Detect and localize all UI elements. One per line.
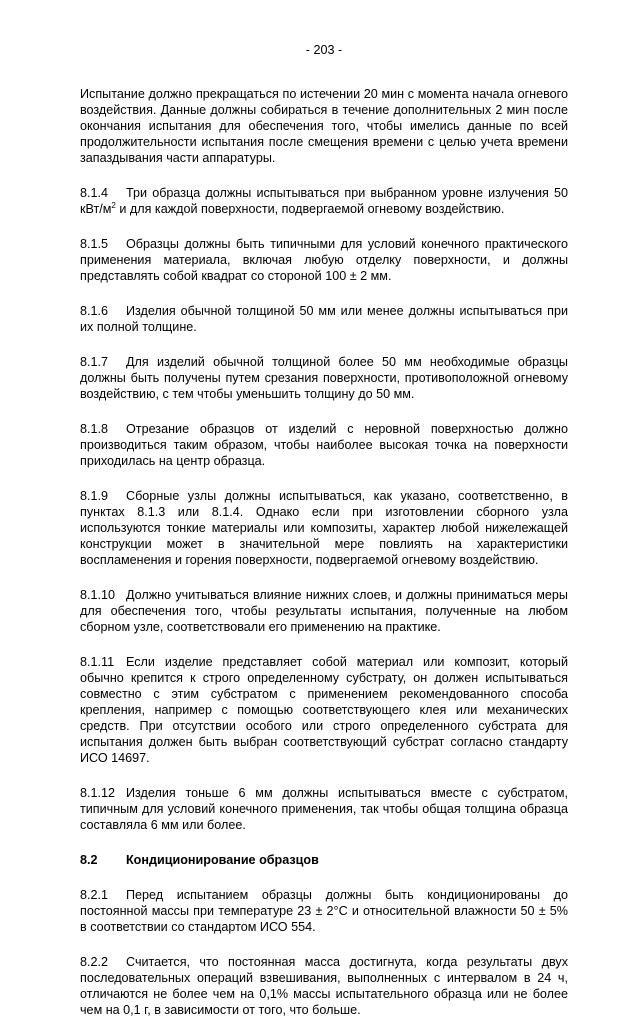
paragraph-8-1-7: [80, 354, 568, 402]
paragraph-text: Образцы должны быть типичными для условий конечного практического применения материала, включая любую отделку поверхности, и должны представлять собой квадрат со стороной 100 ± 2 мм.: [80, 237, 568, 283]
paragraph-8-1-8: [80, 421, 568, 469]
paragraph-number: 8.1.5: [80, 237, 109, 251]
paragraph-number: 8.1.4: [80, 186, 109, 200]
paragraph-8-1-4: [80, 185, 568, 217]
paragraph-8-1-6: [80, 303, 568, 335]
section-title: Кондиционирование образцов: [126, 853, 319, 867]
paragraph-number: 8.1.12: [80, 786, 116, 800]
paragraph-8-2-1: [80, 887, 568, 935]
paragraph-text: Три образца должны испытываться при выбранном уровне излучения 50 кВт/м: [80, 186, 568, 216]
paragraph-8-1-9: [80, 488, 568, 568]
paragraph-8-1-10: [80, 587, 568, 635]
paragraph-text: Сборные узлы должны испытываться, как указано, соответственно, в пунктах 8.1.3 или 8.1.4. Однако если при изготовлении сборного узла используются тонкие материалы или композиты, характер любой нижележащей конструкции может в значительной мере повлиять на характеристики воспламенения и горения поверхности, подвергаемой огневому воздействию.: [80, 489, 568, 567]
paragraph-number: 8.2.2: [80, 955, 109, 969]
paragraph-8-1-12: [80, 785, 568, 833]
paragraph-number: 8.1.7: [80, 355, 109, 369]
paragraph-text: Отрезание образцов от изделий с неровной поверхностью должно производиться таким образом, чтобы наиболее высокая точка на поверхности приходилась на центр образца.: [80, 422, 568, 468]
paragraph-number: 8.2.1: [80, 888, 109, 902]
paragraph-number: 8.1.10: [80, 588, 116, 602]
section-heading: [80, 852, 568, 868]
paragraph-text: Если изделие представляет собой материал или композит, который обычно крепится к строго определенному субстрату, он должен испытываться совместно с этим субстратом с применением рекомендованного способа крепления, например с помощью соответствующего клея или механических средств. При отсутствии особого или строго определенного субстрата для испытания должен быть выбран соответствующий субстрат согласно стандарту ИСО 14697.: [80, 655, 568, 765]
paragraph-text: Изделия обычной толщиной 50 мм или менее должны испытываться при их полной толщине.: [80, 304, 568, 334]
superscript: 2: [111, 200, 116, 210]
paragraph-text-continued: и для каждой поверхности, подвергаемой огневому воздействию.: [115, 202, 505, 216]
paragraph-number: 8.1.11: [80, 655, 115, 669]
paragraph-number: 8.1.8: [80, 422, 109, 436]
paragraph-8-1-5: [80, 236, 568, 284]
paragraph-text: Изделия тоньше 6 мм должны испытываться вместе с субстратом, типичным для условий конечного применения, так чтобы общая толщина образца составляла 6 мм или более.: [80, 786, 568, 832]
paragraph-text: Считается, что постоянная масса достигнута, когда результаты двух последовательных операций взвешивания, выполненных с интервалом в 24 ч, отличаются не более чем на 0,1% массы испытательного образца или не более чем на 0,1 г, в зависимости от того, что больше.: [80, 955, 568, 1017]
paragraph-text: Для изделий обычной толщиной более 50 мм необходимые образцы должны быть получены путем срезания поверхности, противоположной огневому воздействию, с тем чтобы уменьшить толщину до 50 мм.: [80, 355, 568, 401]
paragraph-text: Должно учитываться влияние нижних слоев, и должны приниматься меры для обеспечения того, чтобы результаты испытания, полученные на любом сборном узле, соответствовали его применению на практике.: [80, 588, 568, 634]
paragraph-number: 8.1.6: [80, 304, 109, 318]
paragraph-8-2-2: [80, 954, 568, 1018]
paragraph-text: Перед испытанием образцы должны быть кондиционированы до постоянной массы при температуре 23 ± 2°С и относительной влажности 50 ± 5% в соответствии со стандартом ИСО 554.: [80, 888, 568, 934]
paragraph-number: 8.1.9: [80, 489, 109, 503]
section-number: 8.2: [80, 853, 98, 867]
paragraph-8-1-11: [80, 654, 568, 766]
intro-paragraph: Испытание должно прекращаться по истечении 20 мин с момента начала огневого воздействия. Данные должны собираться в течение дополнительных 2 мин после окончания испытания для обеспечения того, чтобы имелись данные по всей продолжительности испытания после смещения времени с целью учета времени запаздывания части аппаратуры.: [80, 87, 568, 165]
page-number: - 203 -: [305, 43, 343, 57]
